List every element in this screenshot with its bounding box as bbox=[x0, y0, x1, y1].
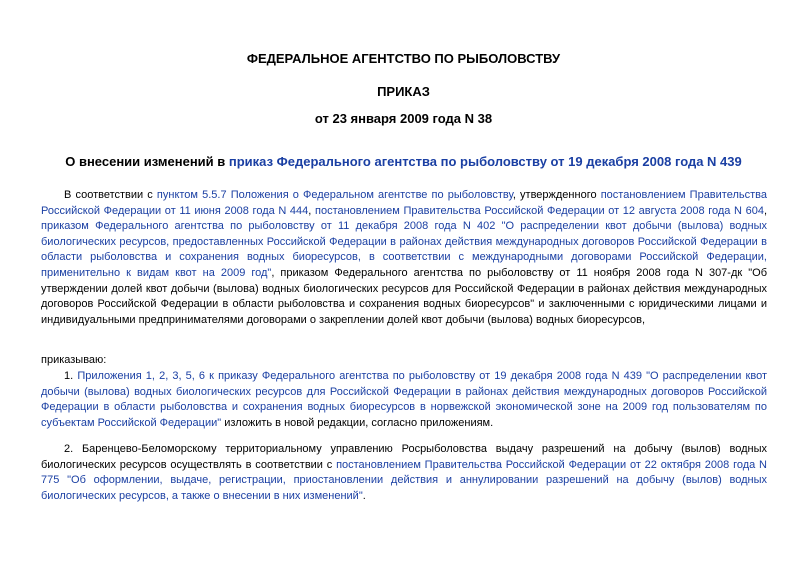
document-type: ПРИКАЗ bbox=[377, 84, 430, 99]
item-1-link[interactable]: Приложения 1, 2, 3, 5, 6 к приказу Федерального агентства по рыболовству от 19 декабря 2008 года N 439 "О распределении квот добычи (вылова) водных биологических ресурсов для Российской Федерации в районах действия международных договоров Российской Федерации в области рыболовства и сохранения водных биоресурсов в норвежской экономической зоне на 2009 год пользователям по субъектам Российской Федерации" bbox=[41, 370, 767, 429]
item-2-link[interactable]: постановлением Правительства Российской Федерации от 22 октября 2008 года N 775 "Об оформлении, выдаче, регистрации, приостановлении действия и аннулировании разрешений на добычу (вылов) водных биологических ресурсов, а также о внесении в них изменений" bbox=[41, 458, 768, 502]
preamble-link-regulation[interactable]: пунктом 5.5.7 Положения о Федеральном агентстве по рыболовству bbox=[156, 189, 513, 201]
item-1-tail: изложить в новой редакции, согласно приложениям. bbox=[224, 416, 494, 429]
agency-name: ФЕДЕРАЛЬНОЕ АГЕНТСТВО ПО РЫБОЛОВСТВУ bbox=[246, 51, 561, 66]
item-1-number: 1. bbox=[64, 370, 74, 382]
item-2-paragraph bbox=[41, 442, 767, 504]
document-date-number: от 23 января 2009 года N 38 bbox=[314, 111, 493, 126]
item-1-paragraph bbox=[41, 369, 767, 431]
preamble-link-order-402[interactable]: приказом Федерального агентства по рыболовству от 11 декабря 2008 года N 402 "О распределении квот добычи (вылова) водных биологических ресурсов, предоставленных Российской Федерации в районах действия международных договоров Российской Федерации в области рыболовства и сохранения водных биоресурсов, в соответствии с международными договорами Российской Федерации, применительно к видам квот на 2009 год" bbox=[41, 220, 767, 279]
preamble-text-5: , приказом Федерального агентства по рыболовству от 11 ноября 2008 года N 307-дк "Об утверждении долей квот добычи (вылова) водных биологических ресурсов для Российской Федерации в районах действия международных договоров Российской Федерации в области рыболовства и сохранения водных биоресурсов" и заключенными с юридическими лицами и индивидуальными предпринимателями договорами о закреплении долей квот добычи (вылова) водных биоресурсов, bbox=[41, 266, 767, 326]
preamble-text-1: В соответствии с bbox=[64, 189, 153, 201]
title-prefix: О внесении изменений в bbox=[65, 154, 226, 169]
document-title bbox=[0, 154, 807, 170]
preamble-text-4: , bbox=[763, 204, 768, 217]
preamble-text-3: , bbox=[308, 204, 312, 217]
preamble-link-resolution-604[interactable]: постановлением Правительства Российской Федерации от 12 августа 2008 года N 604 bbox=[315, 204, 764, 217]
preamble-link-resolution-444[interactable]: постановлением Правительства Российской Федерации от 11 июня 2008 года N 444 bbox=[41, 189, 767, 217]
item-2-text: 2. Баренцево-Беломорскому территориальному управлению Росрыболовства выдачу разрешений на добычу (вылов) водных биологических ресурсов осуществлять в соответствии с bbox=[41, 443, 767, 471]
item-2-tail: . bbox=[362, 489, 366, 502]
order-word: приказываю: bbox=[41, 354, 107, 366]
preamble-paragraph bbox=[41, 188, 767, 328]
preamble-text-2: , утвержденного bbox=[512, 189, 597, 201]
title-link[interactable]: приказ Федерального агентства по рыболовству от 19 декабря 2008 года N 439 bbox=[228, 154, 742, 169]
